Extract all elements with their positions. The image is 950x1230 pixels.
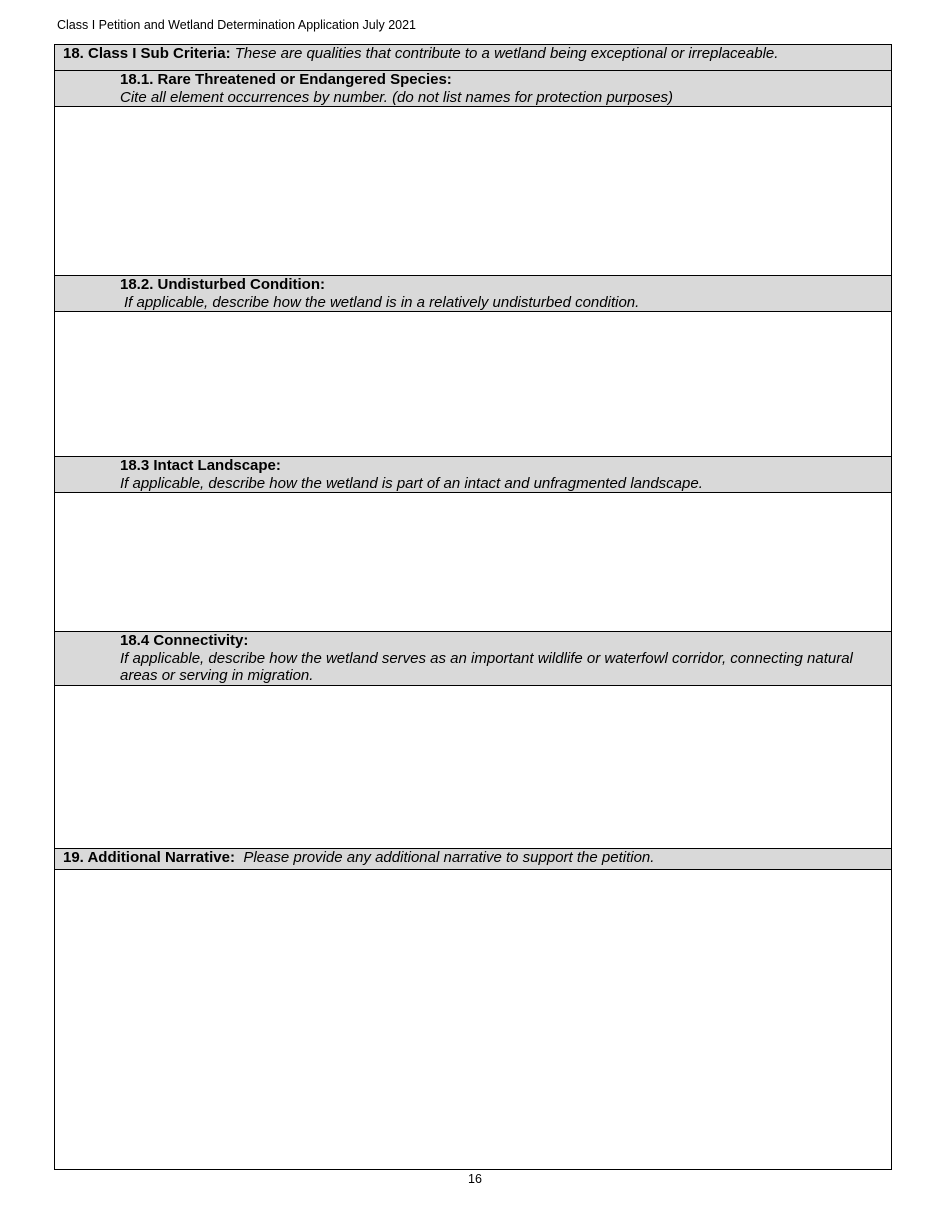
subsection-18-4-label: 18.4 Connectivity: bbox=[120, 632, 249, 649]
subsection-18-3-header bbox=[55, 457, 891, 493]
document-header: Class I Petition and Wetland Determination Application July 2021 bbox=[57, 18, 417, 32]
subsection-18-4-response-field[interactable] bbox=[55, 686, 891, 849]
subsection-18-3-description: If applicable, describe how the wetland is part of an intact and unfragmented landscape. bbox=[120, 474, 703, 492]
section-19-response-field[interactable] bbox=[55, 870, 891, 1169]
subsection-18-4-description-line1: If applicable, describe how the wetland serves as an important wildlife or waterfowl corridor, connecting natural bbox=[120, 649, 853, 667]
subsection-18-2-label: 18.2. Undisturbed Condition: bbox=[120, 276, 325, 293]
subsection-18-2-header bbox=[55, 276, 891, 312]
subsection-18-4-description-line2: areas or serving in migration. bbox=[120, 667, 314, 684]
section-18-description: These are qualities that contribute to a wetland being exceptional or irreplaceable. bbox=[234, 45, 779, 62]
subsection-18-2-response-field[interactable] bbox=[55, 312, 891, 457]
subsection-18-3-response-field[interactable] bbox=[55, 493, 891, 632]
criteria-form bbox=[54, 44, 892, 1170]
section-19-description: Please provide any additional narrative to support the petition. bbox=[243, 849, 655, 866]
section-19-header bbox=[55, 849, 891, 870]
page-number: 16 bbox=[468, 1172, 482, 1186]
subsection-18-1-response-field[interactable] bbox=[55, 107, 891, 276]
section-19-label: 19. Additional Narrative: bbox=[63, 849, 235, 866]
subsection-18-4-header bbox=[55, 632, 891, 686]
section-18-header bbox=[55, 45, 891, 71]
subsection-18-1-description: Cite all element occurrences by number. (do not list names for protection purposes) bbox=[120, 88, 674, 106]
subsection-18-2-description: If applicable, describe how the wetland is in a relatively undisturbed condition. bbox=[124, 293, 640, 311]
subsection-18-1-header bbox=[55, 71, 891, 107]
subsection-18-3-label: 18.3 Intact Landscape: bbox=[120, 457, 281, 474]
section-18-label: 18. Class I Sub Criteria: bbox=[63, 45, 231, 62]
subsection-18-1-label: 18.1. Rare Threatened or Endangered Species: bbox=[120, 71, 452, 88]
